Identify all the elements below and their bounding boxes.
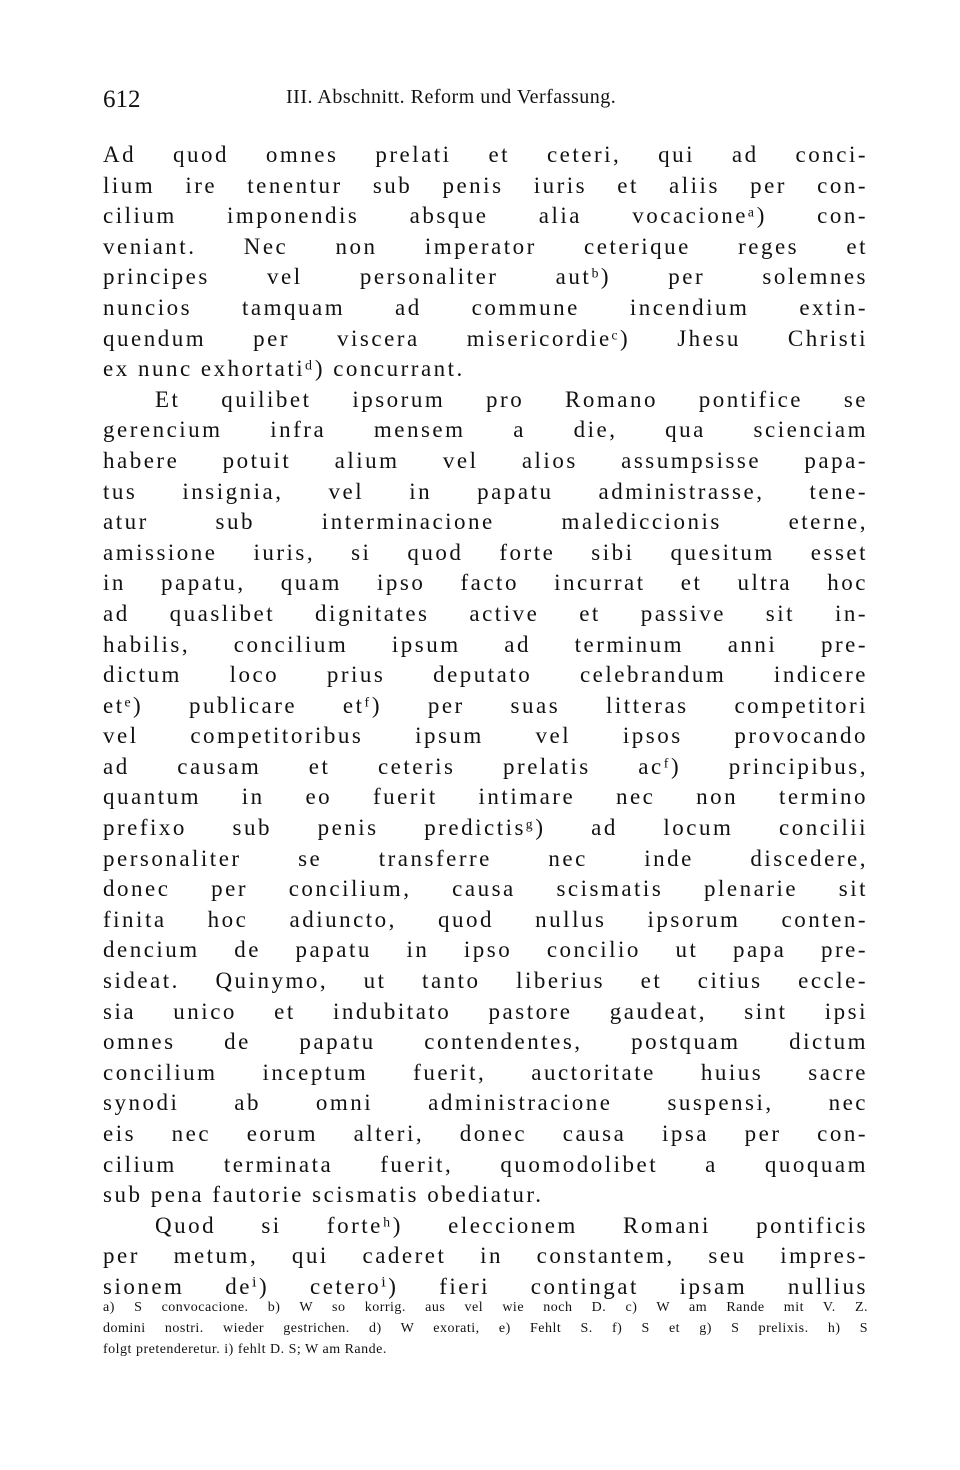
text-line: concilium inceptum fuerit, auctoritate huius sacre <box>103 1059 868 1085</box>
text-line: vel competitoribus ipsum vel ipsos provocando <box>103 723 868 749</box>
text-line: cilium terminata fuerit, quomodolibet a quoquam <box>103 1151 868 1177</box>
running-title: III. Abschnitt. Reform und Verfassung. <box>286 86 617 108</box>
text-line: omnes de papatu contendentes, postquam dictum <box>103 1029 868 1055</box>
text-line: donec per concilium, causa scismatis plenarie sit <box>103 876 868 902</box>
text-line: sia unico et indubitato pastore gaudeat, sint ipsi <box>103 998 868 1024</box>
text-line: quantum in eo fuerit intimare nec non termino <box>103 784 868 810</box>
footnote-line: domini nostri. wieder gestrichen. d) W exorati, e) Fehlt S. f) S et g) S prelixis. h) S <box>103 1321 868 1336</box>
text-line: eis nec eorum alteri, donec causa ipsa per con- <box>103 1121 868 1146</box>
text-line: etᵉ) publicare etᶠ) per suas litteras competitori <box>103 692 868 718</box>
body-text <box>103 140 868 1303</box>
text-line: finita hoc adiuncto, quod nullus ipsorum conten- <box>103 906 868 932</box>
footnotes <box>103 1297 868 1360</box>
text-line: ad causam et ceteris prelatis acᶠ) principibus, <box>103 753 868 779</box>
text-line: habilis, concilium ipsum ad terminum anni pre- <box>103 631 868 657</box>
text-line: sideat. Quinymo, ut tanto liberius et citius eccle- <box>103 968 868 994</box>
text-line: sub pena fautorie scismatis obediatur. <box>103 1182 544 1208</box>
text-line: Et quilibet ipsorum pro Romano pontifice se <box>155 386 868 412</box>
text-line: quendum per viscera misericordieᶜ) Jhesu Christi <box>103 325 868 351</box>
text-line: ad quaslibet dignitates active et passive sit in- <box>103 600 868 626</box>
text-line: veniant. Nec non imperator ceterique reges et <box>103 233 868 259</box>
page-number: 612 <box>103 86 141 113</box>
text-line: dictum loco prius deputato celebrandum indicere <box>103 662 868 688</box>
text-line: habere potuit alium vel alios assumpsisse papa- <box>103 447 868 473</box>
text-line: Ad quod omnes prelati et ceteri, qui ad conci- <box>103 142 868 167</box>
text-line: lium ire tenentur sub penis iuris et aliis per con- <box>103 172 868 198</box>
text-line: synodi ab omni administracione suspensi, nec <box>103 1090 868 1116</box>
text-line: per metum, qui caderet in constantem, seu impres- <box>103 1243 868 1269</box>
text-line: gerencium infra mensem a die, qua scienciam <box>103 417 868 443</box>
text-line: personaliter se transferre nec inde discedere, <box>103 845 868 871</box>
text-line: in papatu, quam ipso facto incurrat et ultra hoc <box>103 570 868 596</box>
text-line: Quod si forteʰ) eleccionem Romani pontificis <box>155 1212 868 1238</box>
footnote-line: a) S convocacione. b) W so korrig. aus vel wie noch D. c) W am Rande mit V. Z. <box>103 1300 868 1315</box>
text-line: principes vel personaliter autᵇ) per solemnes <box>103 264 868 290</box>
text-line: prefixo sub penis predictisᵍ) ad locum concilii <box>103 815 868 841</box>
text-line: dencium de papatu in ipso concilio ut papa pre- <box>103 937 868 963</box>
text-line: tus insignia, vel in papatu administrasse, tene- <box>103 478 868 504</box>
page-header <box>103 82 873 116</box>
text-line: cilium imponendis absque alia vocacioneᵃ) con- <box>103 203 868 229</box>
text-line: nuncios tamquam ad commune incendium extin- <box>103 294 868 320</box>
text-line: amissione iuris, si quod forte sibi quesitum esset <box>103 539 868 565</box>
text-line: ex nunc exhortatiᵈ) concurrant. <box>103 356 465 382</box>
text-line: atur sub interminacione malediccionis eterne, <box>103 509 868 535</box>
text-line: sionem deⁱ) ceteroⁱ) fieri contingat ipsam nullius <box>103 1273 868 1299</box>
footnote-line: folgt pretenderetur. i) fehlt D. S; W am Rande. <box>103 1342 387 1357</box>
